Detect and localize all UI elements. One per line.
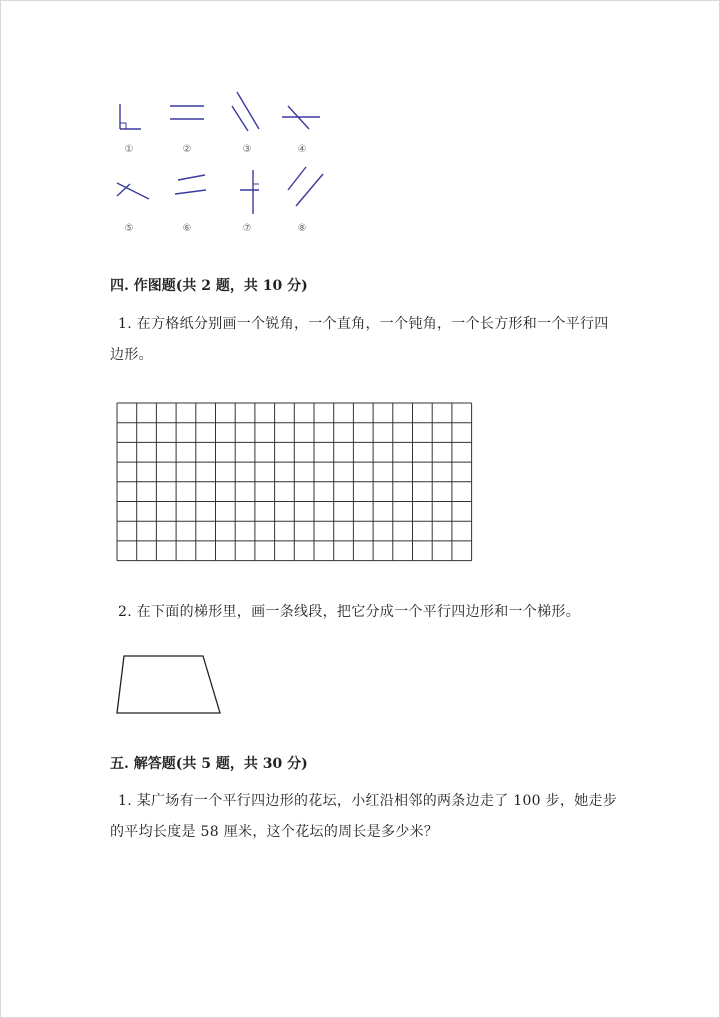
figure-5-intersecting	[117, 183, 149, 199]
figure-1-perpendicular	[120, 104, 141, 129]
figure-label: ④	[297, 144, 307, 155]
figure-6-lines	[175, 175, 206, 194]
figure-3-parallel	[232, 92, 259, 131]
section-5-heading: 五. 解答题(共 5 题，共 30 分)	[110, 756, 308, 772]
section-4-q1-line1: 1. 在方格纸分别画一个锐角，一个直角，一个钝角，一个长方形和一个平行四	[118, 316, 609, 332]
section-4-q2: 2. 在下面的梯形里，画一条线段，把它分成一个平行四边形和一个梯形。	[118, 604, 581, 620]
figure-7-perpendicular	[240, 170, 259, 214]
section-5-q1-line2: 的平均长度是 58 厘米，这个花坛的周长是多少米？	[110, 824, 439, 840]
figure-4-intersecting	[282, 106, 320, 129]
figure-label: ⑥	[182, 223, 192, 234]
figure-label: ①	[124, 144, 134, 155]
section-5-q1-line1: 1. 某广场有一个平行四边形的花坛，小红沿相邻的两条边走了 100 步，她走步	[118, 793, 618, 809]
section-4-heading: 四. 作图题(共 2 题，共 10 分)	[110, 278, 308, 294]
figure-8-parallel	[288, 167, 323, 206]
figure-label: ⑤	[124, 223, 134, 234]
figure-label: ②	[182, 144, 192, 155]
section-4-q1-line2: 边形。	[110, 347, 153, 363]
figure-label: ③	[242, 144, 252, 155]
line-figures	[0, 0, 720, 250]
trapezoid-figure	[110, 650, 230, 720]
drawing-grid[interactable]	[116, 402, 476, 564]
figure-label: ⑦	[242, 223, 252, 234]
figure-label: ⑧	[297, 223, 307, 234]
figure-2-parallel	[170, 106, 204, 119]
